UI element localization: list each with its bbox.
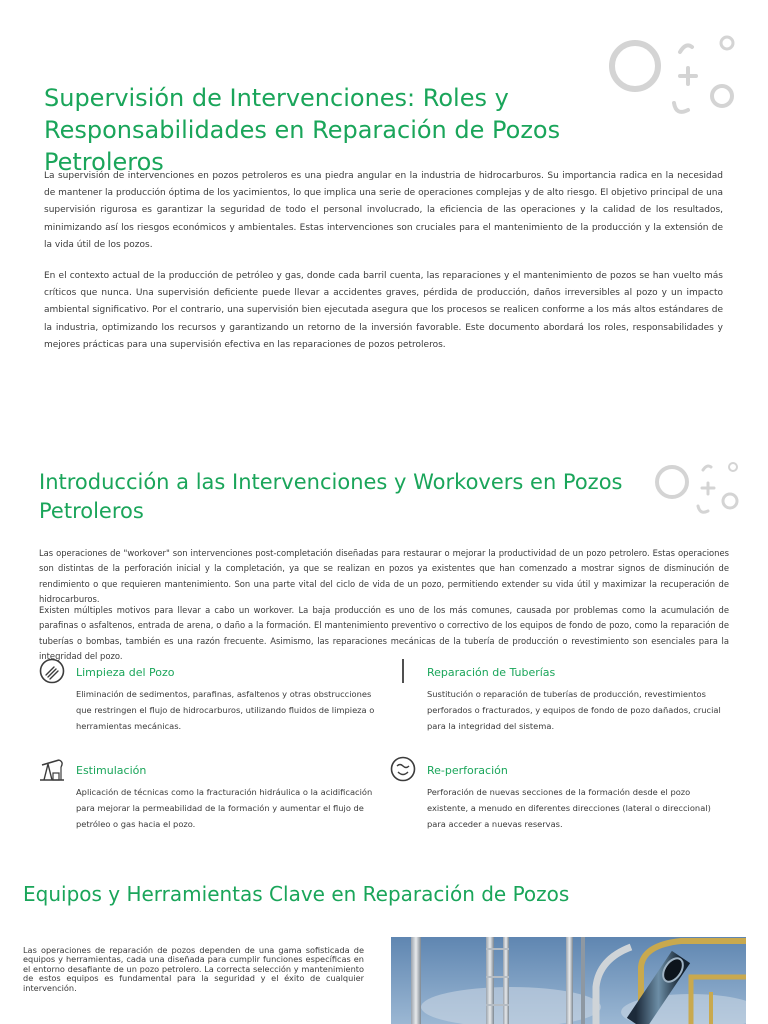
card-title: Estimulación xyxy=(76,764,147,777)
intro-paragraph-2: En el contexto actual de la producción de petróleo y gas, donde cada barril cuenta, las reparaciones y el mantenimiento de pozos se han vuelto más críticos que nunca. Una supervisión deficiente puede llevar a accidentes graves, pérdida de producción, daños irreversibles al pozo y un impacto ambiental significativo. Por el contrario, una supervisión bien ejecutada asegura que los procesos se realicen conforme a los más altos estándares de la industria, optimizando los recursos y garantizando un retorno de la inversión favorable. Este documento abordará los roles, responsabilidades y mejores prácticas para una supervisión efectiva en las reparaciones de pozos petroleros. xyxy=(44,271,723,350)
card-title: Limpieza del Pozo xyxy=(76,666,175,679)
section-title-equipos: Equipos y Herramientas Clave en Reparación de Pozos xyxy=(23,882,570,906)
card-text: Aplicación de técnicas como la fracturación hidráulica o la acidificación para mejorar la permeabilidad de la formación y aumentar el flujo de petróleo o gas hacia el pozo. xyxy=(76,787,373,829)
page-title: Supervisión de Intervenciones: Roles y Responsabilidades en Reparación de Pozos Petroleros xyxy=(44,84,561,176)
intro-paragraph-1: La supervisión de intervenciones en pozos petroleros es una piedra angular en la industria de hidrocarburos. Su importancia radica en la necesidad de mantener la producción óptima de los yacimientos, lo que implica una serie de operaciones complejas y de alto riesgo. El objetivo principal de una supervisión rigurosa es garantizar la seguridad de todo el personal involucrado, la eficiencia de las operaciones y la calidad de los resultados, minimizando así los riesgos económicos y ambientales. Estas intervenciones son cruciales para el mantenimiento de la producción y la extensión de la vida útil de los pozos. xyxy=(44,171,723,250)
equipos-paragraph: Las operaciones de reparación de pozos dependen de una gama sofisticada de equipos y herramientas, cada una diseñada para cumplir funciones específicas en el entorno desafiante de un pozo petrolero. La correcta selección y mantenimiento de estos equipos es fundamental para la seguridad y el éxito de cualquier intervención. xyxy=(23,945,364,993)
card-title: Re-perforación xyxy=(427,764,508,777)
card-text: Perforación de nuevas secciones de la formación desde el pozo existente, a menudo en diferentes direcciones (lateral o direccional) para acceder a nuevas reservas. xyxy=(427,787,711,829)
cleaning-circle-icon xyxy=(39,658,65,684)
workover-paragraph-2: Existen múltiples motivos para llevar a cabo un workover. La baja producción es uno de los más comunes, causada por problemas como la acumulación de parafinas o asfaltenos, entrada de arena, o daño a la formación. El mantenimiento preventivo o correctivo de los equipos de fondo de pozo, como la reparación de tuberías o bombas, también es una razón frecuente. Asimismo, las reparaciones mecánicas de la tubería de producción o revestimiento son esenciales para la integridad del pozo. xyxy=(39,605,729,661)
section-title-workovers: Introducción a las Intervenciones y Workovers en Pozos Petroleros xyxy=(39,470,623,523)
drill-spiral-icon xyxy=(390,756,416,782)
pipes-photo xyxy=(391,937,746,1024)
card-text: Sustitución o reparación de tuberías de producción, revestimientos perforados o fracturados, y equipos de fondo de pozo dañados, crucial para la integridad del sistema. xyxy=(427,689,721,731)
card-title: Reparación de Tuberías xyxy=(427,666,556,679)
workover-paragraph-1: Las operaciones de "workover" son intervenciones post-completación diseñadas para restaurar o mejorar la productividad de un pozo petrolero. Estas operaciones son distintas de la perforación inicial y la completación, ya que se realizan en pozos ya existentes que han comenzado a mostrar signos de disminución de rendimiento o que requieren mantenimiento. Son una parte vital del ciclo de vida de un pozo, permitiendo extender su vida útil y maximizar la recuperación de hidrocarburos. xyxy=(39,548,729,604)
card-text: Eliminación de sedimentos, parafinas, asfaltenos y otras obstrucciones que restringen el flujo de hidrocarburos, utilizando fluidos de limpieza o herramientas mecánicas. xyxy=(76,689,375,731)
pumpjack-icon xyxy=(39,756,65,782)
pipe-line-icon xyxy=(390,658,416,684)
